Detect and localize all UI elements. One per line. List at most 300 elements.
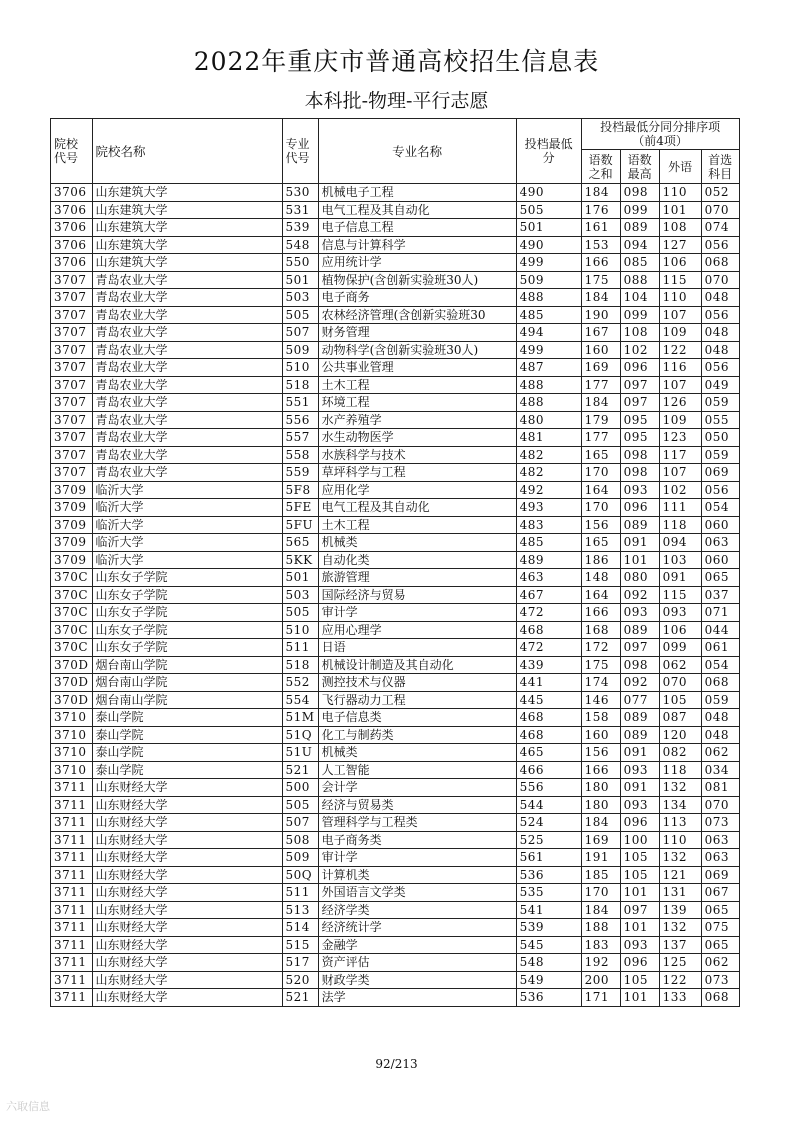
- cell-math-max: 097: [620, 639, 659, 657]
- cell-chinese-math: 175: [581, 271, 620, 289]
- table-row: [51, 936, 740, 954]
- cell-major-name: 外国语言文学类: [318, 884, 516, 902]
- cell-school-name: 泰山学院: [92, 709, 282, 727]
- cell-math-max: 105: [620, 866, 659, 884]
- cell-min-score: 499: [516, 341, 581, 359]
- cell-school-name: 山东建筑大学: [92, 254, 282, 272]
- cell-chinese-math: 172: [581, 639, 620, 657]
- cell-first-subject: 070: [701, 271, 739, 289]
- cell-school-code: 3707: [51, 324, 93, 342]
- cell-major-name: 电子信息类: [318, 709, 516, 727]
- cell-school-name: 山东财经大学: [92, 919, 282, 937]
- cell-school-name: 临沂大学: [92, 516, 282, 534]
- cell-foreign: 110: [659, 184, 701, 202]
- cell-math-max: 088: [620, 271, 659, 289]
- cell-chinese-math: 166: [581, 761, 620, 779]
- cell-foreign: 105: [659, 691, 701, 709]
- cell-school-name: 泰山学院: [92, 726, 282, 744]
- cell-school-name: 青岛农业大学: [92, 359, 282, 377]
- table-row: [51, 446, 740, 464]
- cell-school-code: 3709: [51, 551, 93, 569]
- cell-math-max: 108: [620, 324, 659, 342]
- cell-major-code: 520: [282, 971, 318, 989]
- table-row: [51, 989, 740, 1007]
- cell-school-name: 山东财经大学: [92, 936, 282, 954]
- cell-chinese-math: 169: [581, 831, 620, 849]
- cell-foreign: 137: [659, 936, 701, 954]
- table-row: [51, 569, 740, 587]
- cell-major-name: 经济与贸易类: [318, 796, 516, 814]
- header-major-code: 专业代号: [282, 119, 318, 184]
- cell-math-max: 101: [620, 884, 659, 902]
- table-row: [51, 639, 740, 657]
- cell-school-code: 3710: [51, 744, 93, 762]
- cell-school-name: 临沂大学: [92, 481, 282, 499]
- cell-min-score: 463: [516, 569, 581, 587]
- table-row: [51, 954, 740, 972]
- cell-first-subject: 048: [701, 341, 739, 359]
- cell-foreign: 123: [659, 429, 701, 447]
- cell-foreign: 131: [659, 884, 701, 902]
- cell-math-max: 105: [620, 849, 659, 867]
- cell-math-max: 091: [620, 744, 659, 762]
- cell-school-code: 3707: [51, 376, 93, 394]
- cell-major-code: 507: [282, 324, 318, 342]
- cell-major-code: 5KK: [282, 551, 318, 569]
- cell-min-score: 501: [516, 219, 581, 237]
- cell-foreign: 125: [659, 954, 701, 972]
- cell-min-score: 441: [516, 674, 581, 692]
- cell-major-name: 经济统计学: [318, 919, 516, 937]
- cell-chinese-math: 169: [581, 359, 620, 377]
- cell-min-score: 536: [516, 866, 581, 884]
- cell-foreign: 132: [659, 779, 701, 797]
- cell-major-code: 507: [282, 814, 318, 832]
- cell-min-score: 535: [516, 884, 581, 902]
- cell-first-subject: 056: [701, 236, 739, 254]
- cell-major-code: 565: [282, 534, 318, 552]
- cell-foreign: 121: [659, 866, 701, 884]
- cell-chinese-math: 200: [581, 971, 620, 989]
- cell-first-subject: 062: [701, 954, 739, 972]
- cell-math-max: 093: [620, 604, 659, 622]
- cell-min-score: 548: [516, 954, 581, 972]
- cell-chinese-math: 148: [581, 569, 620, 587]
- cell-math-max: 092: [620, 674, 659, 692]
- cell-major-name: 财务管理: [318, 324, 516, 342]
- cell-school-code: 3711: [51, 849, 93, 867]
- cell-foreign: 107: [659, 306, 701, 324]
- cell-min-score: 480: [516, 411, 581, 429]
- cell-first-subject: 065: [701, 569, 739, 587]
- cell-foreign: 082: [659, 744, 701, 762]
- cell-first-subject: 063: [701, 849, 739, 867]
- cell-major-code: 503: [282, 586, 318, 604]
- table-row: [51, 919, 740, 937]
- cell-major-code: 503: [282, 289, 318, 307]
- cell-school-code: 3710: [51, 709, 93, 727]
- cell-chinese-math: 164: [581, 481, 620, 499]
- cell-foreign: 113: [659, 814, 701, 832]
- cell-foreign: 070: [659, 674, 701, 692]
- cell-school-code: 3707: [51, 359, 93, 377]
- cell-school-name: 青岛农业大学: [92, 289, 282, 307]
- cell-min-score: 481: [516, 429, 581, 447]
- cell-math-max: 099: [620, 306, 659, 324]
- cell-school-name: 临沂大学: [92, 534, 282, 552]
- cell-school-code: 3709: [51, 516, 93, 534]
- table-row: [51, 761, 740, 779]
- cell-school-name: 山东财经大学: [92, 796, 282, 814]
- cell-major-name: 审计学: [318, 849, 516, 867]
- cell-math-max: 077: [620, 691, 659, 709]
- table-row: [51, 376, 740, 394]
- table-row: [51, 796, 740, 814]
- table-row: [51, 236, 740, 254]
- cell-foreign: 102: [659, 481, 701, 499]
- header-math-max: 语数最高: [620, 150, 659, 184]
- cell-math-max: 105: [620, 971, 659, 989]
- cell-school-name: 青岛农业大学: [92, 464, 282, 482]
- cell-chinese-math: 153: [581, 236, 620, 254]
- cell-first-subject: 059: [701, 691, 739, 709]
- cell-math-max: 097: [620, 901, 659, 919]
- cell-chinese-math: 180: [581, 796, 620, 814]
- cell-major-name: 审计学: [318, 604, 516, 622]
- cell-school-name: 山东财经大学: [92, 831, 282, 849]
- table-row: [51, 516, 740, 534]
- cell-math-max: 101: [620, 989, 659, 1007]
- cell-major-code: 51U: [282, 744, 318, 762]
- cell-foreign: 107: [659, 376, 701, 394]
- cell-major-code: 548: [282, 236, 318, 254]
- cell-min-score: 487: [516, 359, 581, 377]
- cell-major-name: 人工智能: [318, 761, 516, 779]
- table-row: [51, 359, 740, 377]
- cell-chinese-math: 184: [581, 901, 620, 919]
- cell-school-code: 3711: [51, 814, 93, 832]
- cell-min-score: 544: [516, 796, 581, 814]
- header-major-name: 专业名称: [318, 119, 516, 184]
- table-row: [51, 271, 740, 289]
- cell-first-subject: 070: [701, 796, 739, 814]
- cell-major-code: 510: [282, 359, 318, 377]
- cell-school-code: 3711: [51, 884, 93, 902]
- cell-first-subject: 055: [701, 411, 739, 429]
- cell-first-subject: 056: [701, 306, 739, 324]
- cell-min-score: 488: [516, 394, 581, 412]
- cell-school-name: 山东女子学院: [92, 604, 282, 622]
- cell-major-name: 机械电子工程: [318, 184, 516, 202]
- cell-school-code: 3709: [51, 534, 93, 552]
- cell-chinese-math: 184: [581, 814, 620, 832]
- cell-first-subject: 056: [701, 359, 739, 377]
- cell-foreign: 133: [659, 989, 701, 1007]
- cell-major-name: 土木工程: [318, 516, 516, 534]
- table-row: [51, 394, 740, 412]
- cell-school-code: 3711: [51, 901, 93, 919]
- cell-major-name: 电气工程及其自动化: [318, 499, 516, 517]
- cell-school-code: 3711: [51, 779, 93, 797]
- cell-major-name: 机械类: [318, 744, 516, 762]
- cell-chinese-math: 177: [581, 376, 620, 394]
- header-foreign: 外语: [659, 150, 701, 184]
- cell-major-code: 518: [282, 656, 318, 674]
- cell-school-code: 3707: [51, 394, 93, 412]
- cell-math-max: 091: [620, 779, 659, 797]
- cell-major-code: 530: [282, 184, 318, 202]
- cell-math-max: 089: [620, 219, 659, 237]
- cell-major-name: 机械设计制造及其自动化: [318, 656, 516, 674]
- cell-major-code: 5FE: [282, 499, 318, 517]
- cell-chinese-math: 166: [581, 604, 620, 622]
- cell-major-code: 50Q: [282, 866, 318, 884]
- cell-chinese-math: 183: [581, 936, 620, 954]
- table-row: [51, 831, 740, 849]
- cell-school-name: 山东建筑大学: [92, 219, 282, 237]
- cell-school-name: 青岛农业大学: [92, 306, 282, 324]
- cell-major-name: 动物科学(含创新实验班30人): [318, 341, 516, 359]
- cell-foreign: 109: [659, 324, 701, 342]
- cell-school-code: 3707: [51, 341, 93, 359]
- cell-math-max: 080: [620, 569, 659, 587]
- cell-major-name: 水产养殖学: [318, 411, 516, 429]
- cell-foreign: 108: [659, 219, 701, 237]
- cell-major-name: 会计学: [318, 779, 516, 797]
- table-row: [51, 289, 740, 307]
- cell-major-name: 环境工程: [318, 394, 516, 412]
- cell-major-name: 日语: [318, 639, 516, 657]
- cell-major-code: 51M: [282, 709, 318, 727]
- cell-foreign: 132: [659, 849, 701, 867]
- cell-foreign: 107: [659, 464, 701, 482]
- cell-first-subject: 061: [701, 639, 739, 657]
- cell-school-name: 青岛农业大学: [92, 376, 282, 394]
- cell-math-max: 096: [620, 814, 659, 832]
- cell-min-score: 490: [516, 184, 581, 202]
- cell-foreign: 132: [659, 919, 701, 937]
- cell-chinese-math: 164: [581, 586, 620, 604]
- table-row: [51, 586, 740, 604]
- cell-school-code: 3711: [51, 971, 93, 989]
- cell-major-code: 518: [282, 376, 318, 394]
- cell-first-subject: 050: [701, 429, 739, 447]
- cell-school-name: 青岛农业大学: [92, 446, 282, 464]
- cell-chinese-math: 166: [581, 254, 620, 272]
- cell-major-code: 539: [282, 219, 318, 237]
- cell-school-code: 3706: [51, 219, 93, 237]
- cell-first-subject: 073: [701, 971, 739, 989]
- cell-school-code: 3711: [51, 936, 93, 954]
- table-row: [51, 901, 740, 919]
- cell-min-score: 561: [516, 849, 581, 867]
- cell-major-code: 552: [282, 674, 318, 692]
- cell-major-name: 电子信息工程: [318, 219, 516, 237]
- cell-school-code: 3711: [51, 866, 93, 884]
- cell-first-subject: 034: [701, 761, 739, 779]
- cell-school-name: 青岛农业大学: [92, 429, 282, 447]
- cell-school-code: 3710: [51, 761, 93, 779]
- cell-first-subject: 054: [701, 499, 739, 517]
- cell-math-max: 096: [620, 499, 659, 517]
- table-row: [51, 306, 740, 324]
- cell-school-code: 3707: [51, 429, 93, 447]
- cell-foreign: 139: [659, 901, 701, 919]
- cell-school-name: 山东女子学院: [92, 621, 282, 639]
- cell-school-name: 临沂大学: [92, 551, 282, 569]
- table-row: [51, 551, 740, 569]
- cell-foreign: 109: [659, 411, 701, 429]
- header-first-subject: 首选科目: [701, 150, 739, 184]
- cell-math-max: 093: [620, 796, 659, 814]
- cell-school-code: 3706: [51, 201, 93, 219]
- cell-min-score: 493: [516, 499, 581, 517]
- page-title: 2022年重庆市普通高校招生信息表: [193, 47, 600, 76]
- cell-first-subject: 059: [701, 394, 739, 412]
- cell-first-subject: 048: [701, 289, 739, 307]
- cell-school-code: 3707: [51, 271, 93, 289]
- table-row: [51, 534, 740, 552]
- cell-school-code: 3707: [51, 411, 93, 429]
- cell-school-code: 3706: [51, 184, 93, 202]
- cell-major-name: 水生动物医学: [318, 429, 516, 447]
- cell-chinese-math: 156: [581, 744, 620, 762]
- cell-major-code: 505: [282, 604, 318, 622]
- cell-chinese-math: 177: [581, 429, 620, 447]
- cell-min-score: 472: [516, 604, 581, 622]
- cell-foreign: 120: [659, 726, 701, 744]
- cell-chinese-math: 184: [581, 184, 620, 202]
- cell-school-name: 烟台南山学院: [92, 674, 282, 692]
- table-body: [51, 184, 740, 1007]
- cell-chinese-math: 170: [581, 464, 620, 482]
- cell-school-name: 泰山学院: [92, 744, 282, 762]
- cell-major-name: 化工与制药类: [318, 726, 516, 744]
- cell-math-max: 093: [620, 481, 659, 499]
- cell-chinese-math: 161: [581, 219, 620, 237]
- cell-school-code: 370D: [51, 674, 93, 692]
- cell-foreign: 106: [659, 254, 701, 272]
- header-tie-group-sub: （前4项）: [632, 134, 688, 149]
- table-row: [51, 691, 740, 709]
- cell-major-name: 金融学: [318, 936, 516, 954]
- cell-min-score: 439: [516, 656, 581, 674]
- cell-major-code: 51Q: [282, 726, 318, 744]
- cell-major-name: 农林经济管理(含创新实验班30: [318, 306, 516, 324]
- cell-school-name: 青岛农业大学: [92, 411, 282, 429]
- cell-school-name: 山东建筑大学: [92, 184, 282, 202]
- cell-major-name: 自动化类: [318, 551, 516, 569]
- cell-major-code: 521: [282, 761, 318, 779]
- cell-major-code: 554: [282, 691, 318, 709]
- cell-min-score: 468: [516, 709, 581, 727]
- table-row: [51, 324, 740, 342]
- cell-chinese-math: 184: [581, 394, 620, 412]
- cell-major-code: 5F8: [282, 481, 318, 499]
- cell-chinese-math: 188: [581, 919, 620, 937]
- cell-major-name: 电气工程及其自动化: [318, 201, 516, 219]
- cell-min-score: 490: [516, 236, 581, 254]
- cell-min-score: 466: [516, 761, 581, 779]
- cell-min-score: 539: [516, 919, 581, 937]
- cell-foreign: 087: [659, 709, 701, 727]
- cell-first-subject: 068: [701, 989, 739, 1007]
- cell-school-name: 临沂大学: [92, 499, 282, 517]
- cell-math-max: 098: [620, 656, 659, 674]
- cell-first-subject: 054: [701, 656, 739, 674]
- cell-major-name: 机械类: [318, 534, 516, 552]
- page-subtitle: 本科批-物理-平行志愿: [304, 90, 489, 112]
- cell-chinese-math: 176: [581, 201, 620, 219]
- cell-major-code: 505: [282, 796, 318, 814]
- cell-major-code: 509: [282, 849, 318, 867]
- cell-first-subject: 068: [701, 254, 739, 272]
- cell-foreign: 106: [659, 621, 701, 639]
- cell-chinese-math: 158: [581, 709, 620, 727]
- table-row: [51, 411, 740, 429]
- cell-min-score: 549: [516, 971, 581, 989]
- cell-major-name: 植物保护(含创新实验班30人): [318, 271, 516, 289]
- cell-chinese-math: 165: [581, 534, 620, 552]
- cell-school-code: 370D: [51, 656, 93, 674]
- table-row: [51, 814, 740, 832]
- cell-chinese-math: 180: [581, 779, 620, 797]
- cell-major-name: 经济学类: [318, 901, 516, 919]
- cell-first-subject: 068: [701, 674, 739, 692]
- cell-math-max: 098: [620, 184, 659, 202]
- cell-school-name: 山东建筑大学: [92, 201, 282, 219]
- cell-chinese-math: 160: [581, 726, 620, 744]
- cell-school-code: 3706: [51, 236, 93, 254]
- cell-foreign: 110: [659, 831, 701, 849]
- cell-major-name: 财政学类: [318, 971, 516, 989]
- cell-min-score: 499: [516, 254, 581, 272]
- cell-major-name: 测控技术与仪器: [318, 674, 516, 692]
- cell-chinese-math: 185: [581, 866, 620, 884]
- cell-min-score: 492: [516, 481, 581, 499]
- cell-major-code: 521: [282, 989, 318, 1007]
- cell-foreign: 122: [659, 971, 701, 989]
- cell-foreign: 062: [659, 656, 701, 674]
- cell-major-code: 556: [282, 411, 318, 429]
- cell-first-subject: 071: [701, 604, 739, 622]
- cell-school-name: 山东财经大学: [92, 779, 282, 797]
- table-row: [51, 656, 740, 674]
- cell-major-name: 土木工程: [318, 376, 516, 394]
- watermark: 六取信息: [6, 1100, 50, 1113]
- table-row: [51, 499, 740, 517]
- cell-major-name: 计算机类: [318, 866, 516, 884]
- cell-school-code: 3711: [51, 954, 93, 972]
- cell-first-subject: 074: [701, 219, 739, 237]
- cell-chinese-math: 167: [581, 324, 620, 342]
- cell-chinese-math: 186: [581, 551, 620, 569]
- cell-school-code: 3711: [51, 919, 93, 937]
- cell-first-subject: 056: [701, 481, 739, 499]
- cell-first-subject: 073: [701, 814, 739, 832]
- header-school-name: 院校名称: [92, 119, 282, 184]
- cell-major-code: 551: [282, 394, 318, 412]
- cell-min-score: 468: [516, 621, 581, 639]
- cell-first-subject: 069: [701, 464, 739, 482]
- cell-math-max: 089: [620, 709, 659, 727]
- cell-first-subject: 049: [701, 376, 739, 394]
- cell-major-code: 514: [282, 919, 318, 937]
- cell-chinese-math: 179: [581, 411, 620, 429]
- cell-chinese-math: 165: [581, 446, 620, 464]
- cell-school-name: 烟台南山学院: [92, 656, 282, 674]
- cell-math-max: 089: [620, 621, 659, 639]
